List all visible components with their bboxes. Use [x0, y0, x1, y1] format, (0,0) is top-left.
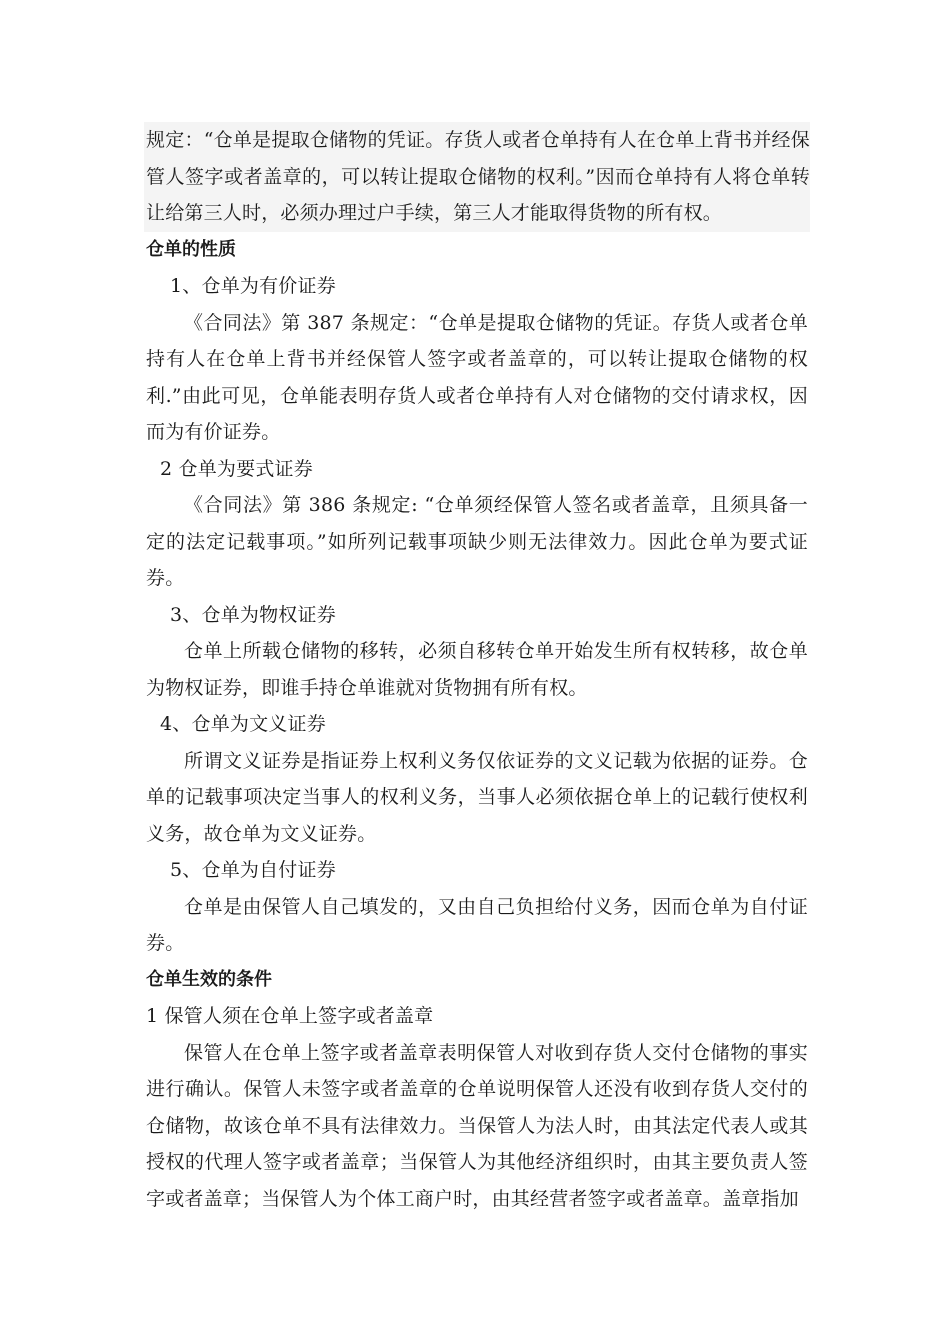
nature-item-1-title: 1、仓单为有价证券 — [170, 275, 336, 297]
nature-item-2-body: 《合同法》第 386 条规定: “仓单须经保管人签名或者盖章，且须具备一定的法定记载事项。”如所列记载事项缺少则无法律效力。因此仓单为要式证券。 — [146, 494, 808, 589]
nature-item-2-title: 2 仓单为要式证券 — [160, 457, 313, 480]
nature-item-4-body: 所谓文义证券是指证券上权利义务仅依证券的文义记载为依据的证券。仓单的记载事项决定当事人的权利义务，当事人必须依据仓单上的记载行使权利义务，故仓单为文义证券。 — [146, 749, 808, 845]
nature-item-1-body: 《合同法》第 387 条规定：“仓单是提取仓储物的凭证。存货人或者仓单持有人在仓单上背书并经保管人签字或者盖章的，可以转让提取仓储物的权利.”由此可见，仓单能表明存货人或者仓单持有人对仓储物的交付请求权，因而为有价证券。 — [146, 311, 808, 443]
document-body — [146, 122, 808, 1217]
condition-item-1-title: 1 保管人须在仓单上签字或者盖章 — [146, 1005, 434, 1027]
nature-item-3-body: 仓单上所载仓储物的移转，必须自移转仓单开始发生所有权转移，故仓单为物权证券，即谁手持仓单谁就对货物拥有所有权。 — [146, 640, 808, 699]
nature-item-4-title: 4、仓单为文义证券 — [160, 713, 326, 735]
nature-item-3-title: 3、仓单为物权证券 — [170, 603, 336, 626]
heading-effective-conditions: 仓单生效的条件 — [146, 968, 272, 990]
heading-warehouse-receipt-nature: 仓单的性质 — [146, 238, 236, 260]
nature-item-5-title: 5、仓单为自付证券 — [170, 859, 336, 881]
intro-paragraph: 规定：“仓单是提取仓储物的凭证。存货人或者仓单持有人在仓单上背书并经保管人签字或者盖章的，可以转让提取仓储物的权利。”因而仓单持有人将仓单转让给第三人时，必须办理过户手续，第三人才能取得货物的所有权。 — [146, 129, 810, 224]
nature-item-5-body: 仓单是由保管人自己填发的，又由自己负担给付义务，因而仓单为自付证券。 — [146, 895, 808, 954]
condition-item-1-body: 保管人在仓单上签字或者盖章表明保管人对收到存货人交付仓储物的事实进行确认。保管人未签字或者盖章的仓单说明保管人还没有收到存货人交付的仓储物，故该仓单不具有法律效力。当保管人为法人时，由其法定代表人或其授权的代理人签字或者盖章；当保管人为其他经济组织时，由其主要负责人签字或者盖章；当保管人为个体工商户时，由其经营者签字或者盖章。盖章指加 — [146, 1041, 808, 1210]
intro-paragraph-block — [144, 122, 810, 232]
